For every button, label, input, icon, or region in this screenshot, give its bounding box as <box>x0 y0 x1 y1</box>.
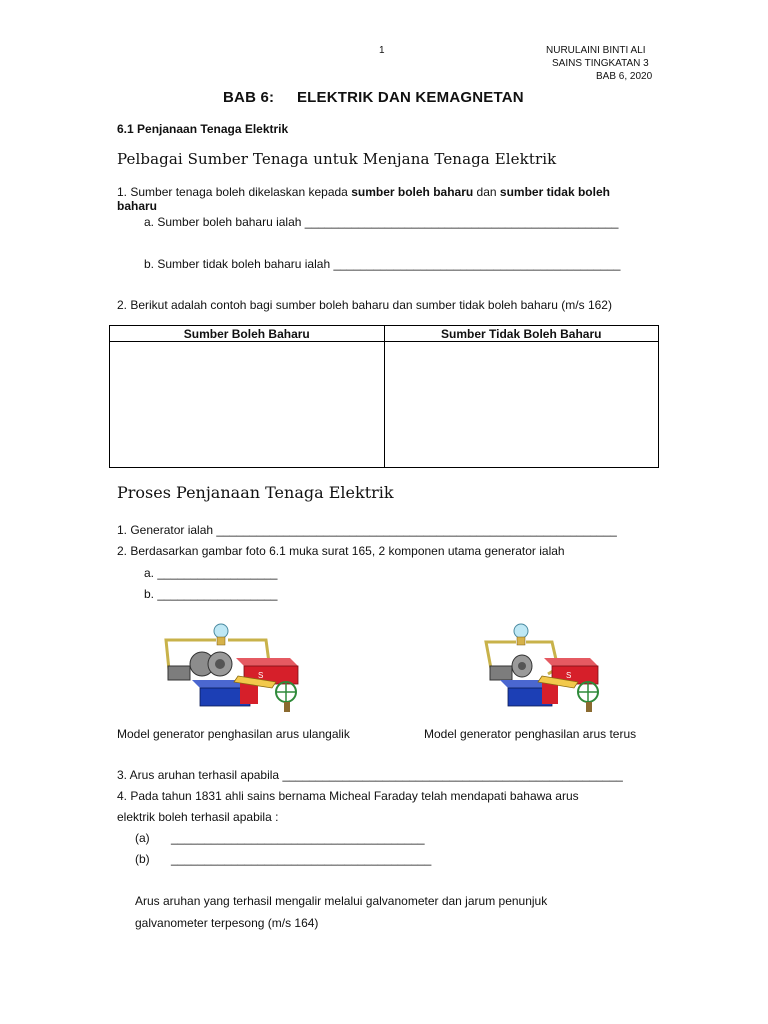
question-1a: a. Sumber boleh baharu ialah _______________________________________________ <box>144 215 619 229</box>
table-cell-nonrenewable[interactable] <box>384 342 659 468</box>
generator-question-2: 2. Berdasarkan gambar foto 6.1 muka surat 165, 2 komponen utama generator ialah <box>117 544 565 558</box>
table-cell-renewable[interactable] <box>110 342 385 468</box>
answer-line-a: ______________________________________ <box>171 831 425 845</box>
question-text: Sumber tenaga boleh dikelaskan kepada <box>130 185 352 199</box>
table-header-renewable: Sumber Boleh Baharu <box>110 326 385 342</box>
answer-label-a: (a) <box>135 831 150 845</box>
bold-term-nonrenewable: sumber tidak boleh <box>499 185 610 199</box>
ac-generator-figure <box>158 618 308 718</box>
dc-generator-figure <box>478 618 608 718</box>
magnet-south-label-2: S <box>566 671 572 680</box>
question-1-line-2: baharu <box>117 199 158 213</box>
subheading-generation-process: Proses Penjanaan Tenaga Elektrik <box>117 483 394 502</box>
author-name: NURULAINI BINTI ALI <box>546 45 646 56</box>
question-text-and: dan <box>473 185 500 199</box>
table-header-nonrenewable: Sumber Tidak Boleh Baharu <box>384 326 659 342</box>
section-heading: 6.1 Penjanaan Tenaga Elektrik <box>117 122 289 136</box>
chapter-number: BAB 6: <box>223 89 275 106</box>
chapter-year: BAB 6, 2020 <box>596 71 653 82</box>
energy-source-table <box>109 325 659 468</box>
answer-line-b: _______________________________________ <box>171 852 432 866</box>
subject-name: SAINS TINGKATAN 3 <box>552 58 649 69</box>
chapter-name: ELEKTRIK DAN KEMAGNETAN <box>296 89 524 106</box>
bold-term-renewable: sumber boleh baharu <box>351 185 474 199</box>
magnet-south-label: S <box>258 671 264 680</box>
generator-answer-a: a. __________________ <box>144 566 278 580</box>
generator-question-4-line-2: elektrik boleh terhasil apabila : <box>117 810 279 824</box>
question-1b: b. Sumber tidak boleh baharu ialah ___________________________________________ <box>144 257 621 271</box>
generator-question-3: 3. Arus aruhan terhasil apabila ___________________________________________________ <box>117 768 623 782</box>
answer-label-b: (b) <box>135 852 150 866</box>
question-2: 2. Berikut adalah contoh bagi sumber boleh baharu dan sumber tidak boleh baharu (m/s 162) <box>117 298 612 312</box>
note-line-1: Arus aruhan yang terhasil mengalir melalui galvanometer dan jarum penunjuk <box>135 894 548 908</box>
question-1-line-1 <box>117 185 610 199</box>
subheading-energy-sources: Pelbagai Sumber Tenaga untuk Menjana Tenaga Elektrik <box>117 150 557 168</box>
generator-question-1: 1. Generator ialah ____________________________________________________________ <box>117 523 617 537</box>
caption-dc-generator: Model generator penghasilan arus terus <box>424 727 637 741</box>
caption-ac-generator: Model generator penghasilan arus ulangalik <box>117 727 350 741</box>
question-number: 1. <box>117 185 128 199</box>
generator-question-4-line-1: 4. Pada tahun 1831 ahli sains bernama Micheal Faraday telah mendapati bahawa arus <box>117 789 579 803</box>
page-number: 1 <box>379 45 385 56</box>
generator-answer-b: b. __________________ <box>144 587 278 601</box>
page-title <box>223 89 524 106</box>
note-line-2: galvanometer terpesong (m/s 164) <box>135 916 319 930</box>
